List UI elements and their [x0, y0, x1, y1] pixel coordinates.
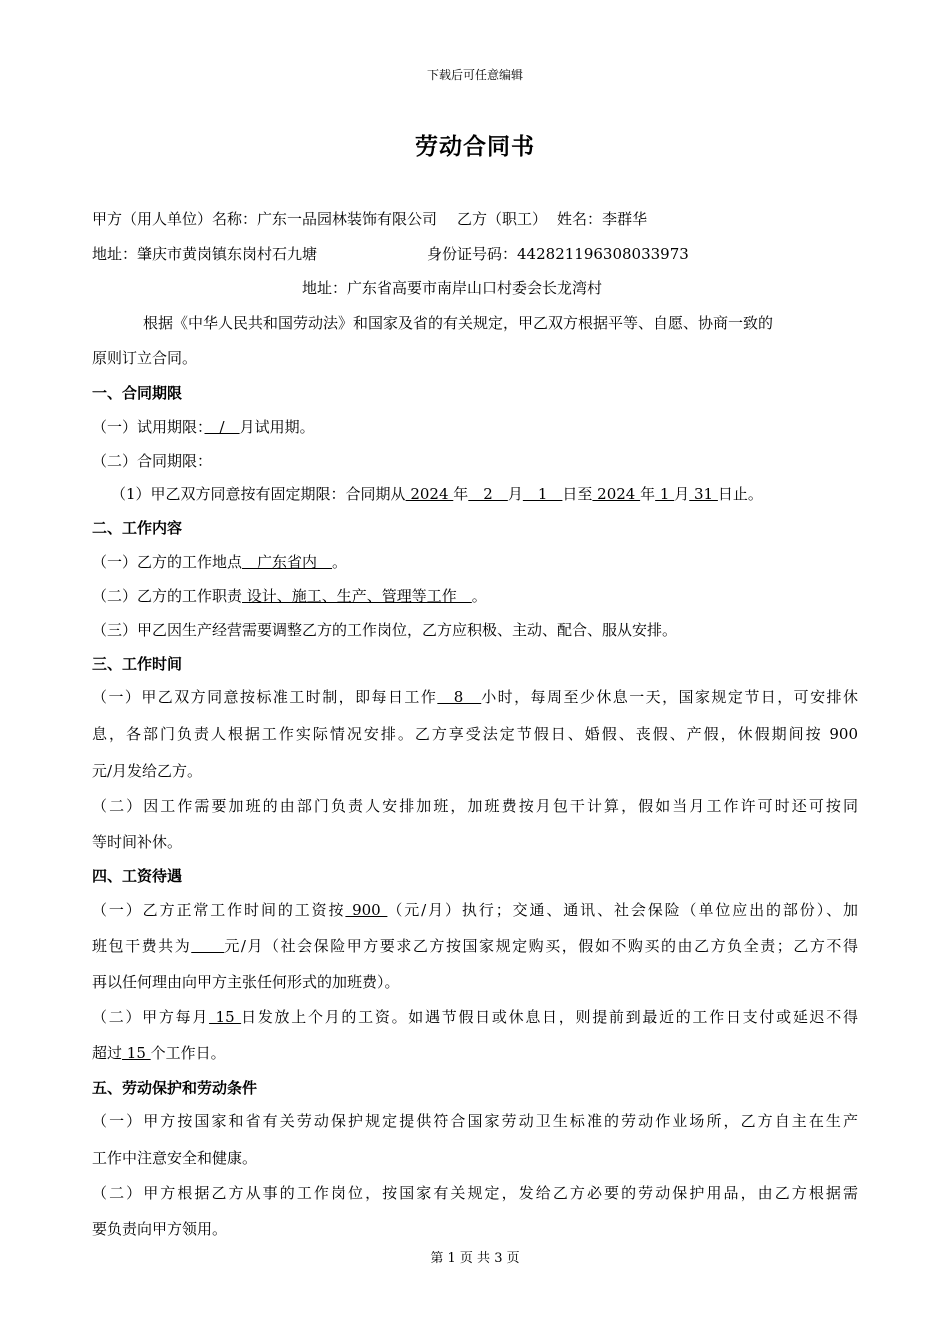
employer-label: 甲方（用人单位）名称：: [92, 210, 258, 228]
payday-value: 15: [209, 1008, 242, 1026]
wage-line-3: 再以任何理由向甲方主张任何形式的加班费）。: [92, 973, 400, 991]
id-number: 442821196308033973: [517, 245, 689, 263]
overtime-pay-rest: 元/月（社会保险甲方要求乙方按国家规定购买，假如不购买的由乙方负全责；乙方不得: [224, 937, 858, 955]
intro-line-2: 原则订立合同。: [92, 349, 198, 367]
delay-label: 超过: [92, 1044, 123, 1062]
page-header: 下载后可任意编辑: [426, 68, 523, 82]
job-adjust-line: （三）甲乙因生产经营需要调整乙方的工作岗位，乙方应积极、主动、配合、服从安排。: [92, 621, 678, 639]
section-1-heading: 一、合同期限: [92, 384, 183, 402]
wage-line-2: [92, 936, 858, 956]
payday-label: （二）甲方每月: [92, 1008, 210, 1026]
end-month: 1: [655, 485, 675, 503]
employer-address-label: 地址：: [92, 245, 138, 263]
payday-line-2: [92, 1043, 226, 1063]
end-month-unit: 月: [674, 485, 690, 503]
start-month: 2: [468, 485, 508, 503]
work-duty-line: [92, 586, 487, 606]
document-title: 劳动合同书: [415, 134, 535, 160]
wage-label: （一）乙方正常工作时间的工资按: [92, 901, 346, 919]
delay-suffix: 个工作日。: [150, 1044, 226, 1062]
overtime-pay-blank: [191, 937, 224, 955]
work-duty-suffix: 。: [471, 587, 487, 605]
section-2-heading: 二、工作内容: [92, 519, 183, 537]
employer-name: 广东一品园林装饰有限公司: [257, 210, 438, 228]
work-hours-label: （一）甲乙双方同意按标准工时制，即每日工作: [92, 688, 438, 706]
id-label: 身份证号码：: [427, 245, 518, 263]
work-duty-value: 设计、施工、生产、管理等工作: [242, 587, 472, 605]
employee-address-line: [302, 278, 602, 298]
work-place-suffix: 。: [332, 553, 348, 571]
employee-name-label: 姓名：: [557, 210, 603, 228]
work-place-label: （一）乙方的工作地点: [92, 553, 243, 571]
protection-line-2: 工作中注意安全和健康。: [92, 1149, 258, 1167]
work-hours-line-1: [92, 687, 858, 707]
work-hours-value: 8: [437, 688, 482, 706]
fixed-term-label: （1）甲乙双方同意按有固定期限：合同期从: [111, 485, 406, 503]
employee-address: 广东省高要市南岸山口村委会长龙湾村: [347, 279, 603, 297]
start-day: 1: [522, 485, 563, 503]
end-day: 31: [689, 485, 718, 503]
work-place-value: 广东省内: [242, 553, 333, 571]
contract-term-line: （二）合同期限：: [92, 452, 213, 470]
end-day-unit: 日止。: [717, 485, 763, 503]
employee-name: 李群华: [602, 210, 648, 228]
fixed-term-line: [111, 484, 763, 504]
payday-line-1: [92, 1007, 858, 1027]
end-year: 2024: [592, 485, 641, 503]
equipment-line-2: 要负责向甲方领用。: [92, 1220, 228, 1238]
section-5-heading: 五、劳动保护和劳动条件: [92, 1079, 258, 1097]
intro-line-1: 根据《中华人民共和国劳动法》和国家及省的有关规定，甲乙双方根据平等、自愿、协商一致的: [143, 314, 774, 332]
employee-address-label: 地址：: [302, 279, 348, 297]
work-hours-line-2: 息，各部门负责人根据工作实际情况安排。乙方享受法定节假日、婚假、丧假、产假，休假期间按 900: [92, 725, 858, 743]
trial-period-suffix: 月试用期。: [239, 418, 315, 436]
section-3-heading: 三、工作时间: [92, 655, 183, 673]
equipment-line-1: （二）甲方根据乙方从事的工作岗位，按国家有关规定，发给乙方必要的劳动保护用品，由乙方根据需: [92, 1184, 858, 1202]
protection-line-1: （一）甲方按国家和省有关劳动保护规定提供符合国家劳动卫生标准的劳动作业场所，乙方自主在生产: [92, 1112, 858, 1130]
trial-period-line: [92, 417, 315, 437]
trial-period-value: /: [204, 418, 240, 436]
overtime-line-2: 等时间补休。: [92, 833, 183, 851]
start-year-unit: 年: [453, 485, 469, 503]
wage-line-1: [92, 900, 858, 920]
payday-rest: 日发放上个月的工资。如遇节假日或休息日，则提前到最近的工作日支付或延迟不得: [241, 1008, 858, 1026]
employee-label: 乙方（职工）: [457, 210, 548, 228]
work-hours-line-3: 元/月发给乙方。: [92, 762, 203, 780]
end-year-unit: 年: [640, 485, 656, 503]
page-footer: 第 1 页 共 3 页: [430, 1251, 520, 1266]
work-hours-rest: 小时，每周至少休息一天，国家规定节日，可安排休: [481, 688, 858, 706]
employer-address: 肇庆市黄岗镇东岗村石九塘: [137, 245, 318, 263]
wage-value: 900: [345, 901, 388, 919]
overtime-pay-label: 班包干费共为: [92, 937, 192, 955]
party-line-2: [92, 244, 317, 264]
wage-rest: （元/月）执行；交通、通讯、社会保险（单位应出的部份）、加: [387, 901, 858, 919]
id-line: [427, 244, 689, 264]
work-duty-label: （二）乙方的工作职责: [92, 587, 243, 605]
start-year: 2024: [405, 485, 454, 503]
work-place-line: [92, 552, 347, 572]
delay-value: 15: [122, 1044, 151, 1062]
party-line-1: [92, 209, 647, 229]
start-day-unit: 日至: [562, 485, 593, 503]
section-4-heading: 四、工资待遇: [92, 867, 183, 885]
start-month-unit: 月: [507, 485, 523, 503]
overtime-line-1: （二）因工作需要加班的由部门负责人安排加班，加班费按月包干计算，假如当月工作许可时还可按同: [92, 797, 858, 815]
trial-period-label: （一）试用期限：: [92, 418, 205, 436]
